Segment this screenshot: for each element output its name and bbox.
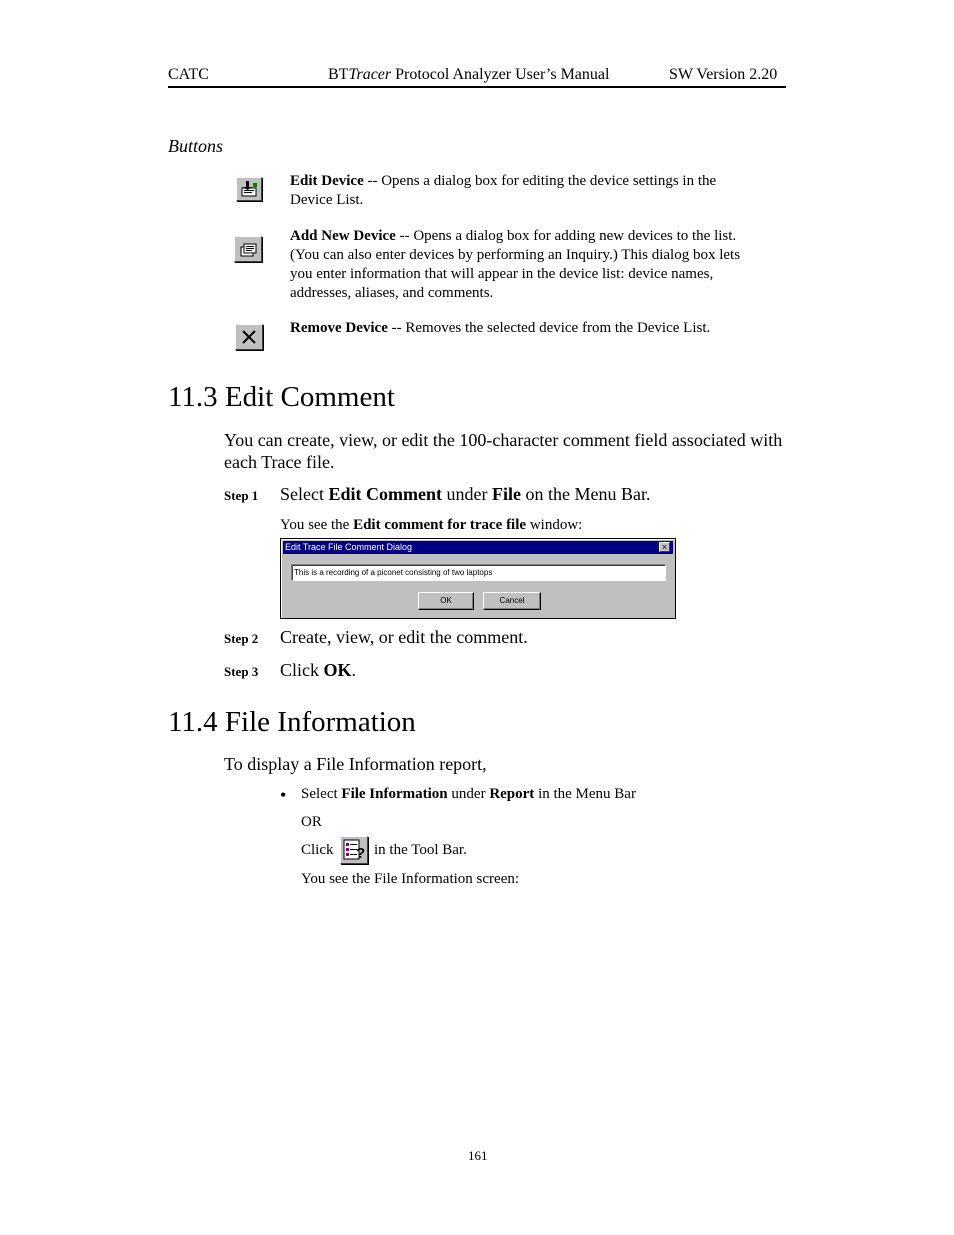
step-1-b1: Edit Comment: [328, 484, 442, 504]
step-3-text: [280, 660, 356, 681]
buttons-heading: Buttons: [168, 136, 224, 156]
step-3-t1: Click: [280, 660, 324, 680]
edit-device-title: Edit Device: [290, 173, 364, 189]
step-1-note-prefix: You see the: [280, 517, 354, 533]
step-1-t2: under: [441, 484, 492, 504]
step-1-t1: Select: [280, 484, 329, 504]
dialog-title: Edit Trace File Comment Dialog: [285, 542, 413, 552]
file-information-icon: [340, 836, 368, 864]
ok-button[interactable]: OK: [418, 592, 474, 610]
page-number: 161: [468, 1148, 488, 1163]
file-information-line1: [301, 786, 636, 803]
file-information-intro: To display a File Information report,: [224, 754, 487, 774]
remove-device-icon: [235, 324, 263, 350]
edit-device-icon: [236, 177, 262, 201]
step-1-note-suffix: window:: [526, 517, 583, 533]
step-1-text: [280, 484, 650, 505]
section-title-edit-comment: 11.3 Edit Comment: [168, 381, 395, 413]
click-prefix: Click: [301, 842, 334, 858]
header-title-prefix: BT: [328, 66, 349, 83]
edit-device-text: -- Opens a dialog box for editing the device settings in the Device List.: [290, 173, 717, 208]
add-new-device-text: -- Opens a dialog box for adding new devices to the list. (You can also enter devices by performing an Inquiry.) This dialog box lets you enter information that will appear in the device list: device names, addresses, aliases, and comments.: [290, 228, 741, 301]
header-rule: [168, 86, 786, 88]
header-right: SW Version 2.20: [669, 66, 778, 83]
line1-b2: Report: [489, 786, 535, 802]
step-1-note-bold: Edit comment for trace file: [353, 517, 527, 533]
remove-device-title: Remove Device: [290, 320, 388, 336]
step-2-text: Create, view, or edit the comment.: [280, 627, 528, 647]
step-1-note: [280, 517, 582, 534]
edit-device-description: [290, 172, 755, 210]
step-3-b1: OK: [323, 660, 352, 680]
line1-t1: Select: [301, 786, 342, 802]
section-title-file-information: 11.4 File Information: [168, 706, 416, 738]
line1-b1: File Information: [341, 786, 448, 802]
header-title-italic: Tracer: [348, 66, 392, 83]
line1-t2: under: [447, 786, 490, 802]
add-new-device-description: [290, 227, 755, 303]
header-title: [328, 66, 609, 84]
bullet-marker: •: [280, 785, 287, 805]
cancel-button[interactable]: Cancel: [483, 592, 541, 610]
add-new-device-title: Add New Device: [290, 228, 396, 244]
remove-device-text: -- Removes the selected device from the Device List.: [387, 320, 711, 336]
step-1-b2: File: [491, 484, 521, 504]
or-text: OR: [301, 814, 322, 830]
step-1-label: Step 1: [224, 488, 259, 503]
edit-trace-file-comment-dialog: [280, 538, 676, 619]
comment-input[interactable]: This is a recording of a piconet consisting of two laptops: [291, 564, 666, 581]
header-left: CATC: [168, 66, 209, 83]
header-title-suffix: Protocol Analyzer User’s Manual: [391, 66, 610, 83]
step-1-t3: on the Menu Bar.: [520, 484, 651, 504]
dialog-title-bar: [283, 541, 673, 554]
add-new-device-icon: [234, 236, 262, 262]
line1-t3: in the Menu Bar: [534, 786, 636, 802]
step-3-t2: .: [351, 660, 357, 680]
close-icon[interactable]: ×: [659, 542, 670, 552]
step-3-label: Step 3: [224, 664, 259, 679]
click-suffix: in the Tool Bar.: [374, 842, 467, 858]
edit-comment-intro: You can create, view, or edit the 100-character comment field associated with each Trace file.: [224, 430, 783, 472]
svg-text:?: ?: [356, 845, 366, 862]
remove-device-description: [290, 319, 755, 338]
file-information-result: You see the File Information screen:: [301, 871, 520, 887]
step-2-label: Step 2: [224, 631, 259, 646]
